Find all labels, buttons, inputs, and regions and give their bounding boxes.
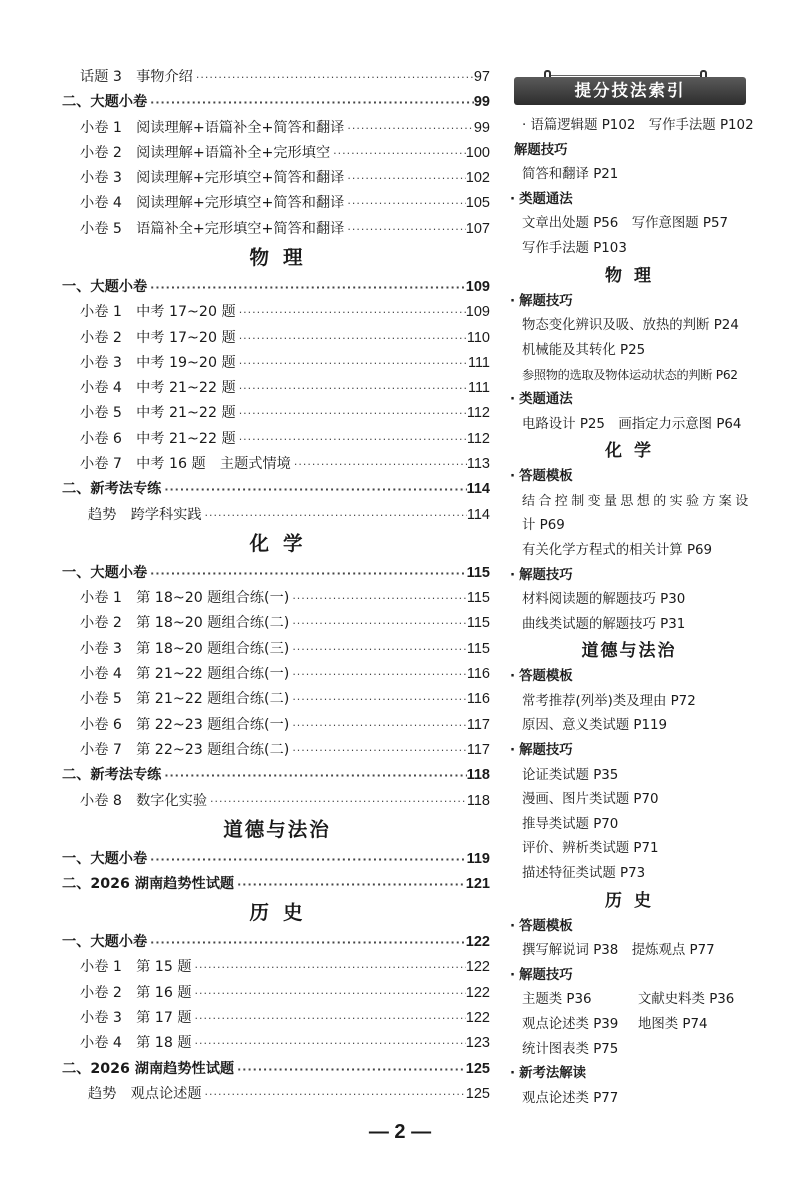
dot-leader	[289, 693, 467, 706]
index-category-label: 答题模板	[519, 469, 573, 485]
dot-leader	[344, 172, 465, 185]
index-item-text: 主题类 P36	[522, 992, 592, 1008]
bullet-icon: ·	[510, 669, 516, 685]
toc-entry	[62, 167, 490, 192]
toc-entry-page: 107	[465, 220, 490, 237]
index-item: 机械能及其转化 P25	[522, 342, 646, 358]
toc-entry	[62, 638, 490, 663]
toc-entry-label: 小卷 2 阅读理解+语篇补全+完形填空	[80, 144, 331, 161]
toc-entry-page: 99	[473, 119, 490, 136]
toc-entry-label: 小卷 4 阅读理解+完形填空+简答和翻译	[80, 195, 345, 212]
dot-leader	[147, 936, 466, 949]
bullet-icon: ·	[510, 391, 516, 407]
index-item: 撰写解说词 P38 提炼观点 P77	[522, 943, 715, 959]
toc-entry	[62, 1007, 490, 1032]
toc-entry	[62, 402, 490, 427]
toc-entry	[62, 612, 490, 637]
toc-entry	[62, 790, 490, 815]
dot-leader	[147, 853, 466, 866]
toc-entry	[62, 663, 490, 688]
toc-entry-page: 114	[466, 506, 490, 523]
index-subject-heading: 历史	[605, 890, 663, 911]
dot-leader	[289, 643, 467, 656]
toc-entry-label: 小卷 4 第 18 题	[80, 1035, 192, 1052]
toc-entry	[62, 982, 490, 1007]
index-item: · 语篇逻辑题 P102 写作手法题 P102	[522, 118, 754, 133]
index-item-text: 地图类 P74	[638, 1017, 708, 1032]
toc-entry-label: 二、2026 湖南趋势性试题	[62, 875, 235, 892]
toc-entry-label: 小卷 3 第 18~20 题组合练(三)	[80, 640, 290, 657]
dot-leader	[289, 617, 467, 630]
toc-entry-page: 118	[466, 767, 490, 784]
dot-leader	[192, 1012, 466, 1025]
index-item	[510, 988, 746, 1013]
toc-entry-page: 117	[466, 716, 490, 733]
dot-leader	[192, 1037, 466, 1050]
index-category	[510, 139, 746, 164]
dot-leader	[344, 122, 474, 135]
dot-leader	[289, 744, 467, 757]
toc-entry-page: 117	[466, 741, 490, 758]
toc-entry	[62, 301, 490, 326]
toc-entry-page: 116	[466, 666, 490, 683]
toc-entry-page: 115	[466, 615, 490, 632]
toc-entry-label: 一、大题小卷	[62, 278, 148, 295]
toc-entry	[62, 1083, 490, 1108]
toc-entry-page: 113	[466, 456, 490, 473]
dot-leader	[236, 357, 468, 370]
index-category	[510, 739, 746, 764]
index-item: 观点论述类 P77	[522, 1090, 619, 1106]
toc-entry	[62, 956, 490, 981]
index-subject-heading: 化学	[605, 441, 663, 462]
dot-leader	[161, 769, 466, 782]
toc-entry-page: 122	[465, 959, 490, 976]
index-category	[510, 465, 746, 490]
toc-entry-page: 109	[465, 304, 490, 321]
toc-entry-label: 小卷 3 阅读理解+完形填空+简答和翻译	[80, 170, 345, 187]
bullet-icon: ·	[510, 967, 516, 983]
index-item: 材料阅读题的解题技巧 P30	[522, 592, 686, 608]
toc-entry	[62, 192, 490, 217]
index-item: 简答和翻译 P21	[522, 167, 619, 183]
toc-entry-label: 小卷 3 中考 19~20 题	[80, 354, 236, 371]
toc-entry	[62, 276, 490, 301]
toc-entry-page: 115	[466, 590, 490, 607]
dot-leader	[193, 71, 474, 84]
toc-entry	[62, 352, 490, 377]
index-item: 论证类试题 P35	[522, 767, 619, 783]
toc-entry	[62, 428, 490, 453]
toc-entry-page: 116	[466, 691, 490, 708]
index-item: 评价、辨析类试题 P71	[522, 841, 659, 857]
toc-entry-page: 115	[466, 564, 490, 581]
page-number: — 2 —	[368, 1121, 432, 1143]
index-category-label: 答题模板	[519, 918, 573, 934]
subject-heading: 道德与法治	[223, 817, 331, 841]
dot-leader	[291, 458, 467, 471]
index-item: 参照物的选取及物体运动状态的判断 P62	[522, 368, 738, 383]
toc-entry-label: 小卷 4 第 21~22 题组合练(一)	[80, 666, 290, 683]
toc-entry	[62, 327, 490, 352]
dot-leader	[236, 407, 467, 420]
index-banner	[510, 66, 746, 110]
index-category	[510, 1062, 746, 1087]
dot-leader	[147, 281, 466, 294]
dot-leader	[344, 197, 465, 210]
toc-entry-page: 122	[465, 934, 490, 951]
bullet-icon: ·	[510, 293, 516, 309]
dot-leader	[289, 668, 467, 681]
index-item: 曲线类试题的解题技巧 P31	[522, 616, 686, 632]
index-category	[510, 564, 746, 589]
toc-entry-page: 97	[473, 69, 490, 85]
toc-entry-page: 102	[465, 170, 490, 187]
index-subject-heading: 物理	[605, 265, 663, 286]
bullet-icon: ·	[510, 469, 516, 485]
toc-entry-label: 小卷 2 第 16 题	[80, 984, 192, 1001]
toc-entry-label: 小卷 4 中考 21~22 题	[80, 380, 236, 397]
toc-entry	[62, 66, 490, 91]
toc-entry	[62, 117, 490, 142]
toc-entry-page: 119	[466, 850, 490, 867]
index-item: 原因、意义类试题 P119	[522, 718, 668, 734]
subject-heading: 化学	[249, 531, 317, 555]
toc-entry-label: 小卷 2 中考 17~20 题	[80, 329, 236, 346]
index-category	[510, 964, 746, 989]
toc-entry	[62, 91, 490, 116]
index-category-label: 解题技巧	[519, 293, 573, 309]
dot-leader	[147, 567, 466, 580]
dot-leader	[236, 433, 467, 446]
toc-entry	[62, 218, 490, 243]
toc-entry	[62, 453, 490, 478]
index-category-label: 解题技巧	[514, 142, 568, 158]
index-category	[510, 290, 746, 315]
dot-leader	[236, 382, 468, 395]
toc-entry	[62, 739, 490, 764]
toc-entry	[62, 504, 490, 529]
toc-entry	[62, 1058, 490, 1083]
dot-leader	[192, 987, 466, 1000]
dot-leader	[202, 1088, 466, 1101]
index-item-text: 观点论述类 P39	[522, 1017, 619, 1032]
toc-entry-label: 小卷 1 第 15 题	[80, 959, 192, 976]
index-category-label: 答题模板	[519, 669, 573, 685]
index-category-label: 类题通法	[519, 391, 573, 407]
index-item: 文章出处题 P56 写作意图题 P57	[522, 216, 729, 232]
dot-leader	[202, 509, 467, 522]
toc-entry-page: 112	[466, 405, 490, 422]
index-item: 物态变化辨识及吸、放热的判断 P24	[522, 318, 739, 334]
index-category-label: 解题技巧	[519, 743, 573, 759]
index-item: 漫画、图片类试题 P70	[522, 792, 659, 808]
dot-leader	[192, 961, 466, 974]
toc-entry-label: 小卷 6 第 22~23 题组合练(一)	[80, 716, 290, 733]
index-category-label: 解题技巧	[519, 567, 573, 583]
toc-entry-label: 小卷 1 中考 17~20 题	[80, 304, 236, 321]
dot-leader	[207, 795, 467, 808]
index-category-label: 新考法解读	[519, 1066, 587, 1082]
index-item-text: 文献史料类 P36	[638, 992, 735, 1008]
toc-entry-page: 125	[465, 1085, 490, 1102]
bullet-icon: ·	[510, 918, 516, 934]
subject-heading: 物理	[249, 246, 317, 270]
toc-entry-label: 小卷 7 第 22~23 题组合练(二)	[80, 741, 290, 758]
toc-entry-label: 小卷 1 第 18~20 题组合练(一)	[80, 590, 290, 607]
index-title: 提分技法索引	[514, 77, 746, 105]
index-category	[510, 388, 746, 413]
dot-leader	[234, 1063, 466, 1076]
toc-entry-page: 114	[466, 481, 490, 498]
toc-entry-page: 100	[465, 144, 490, 161]
index-item: 计 P69	[522, 518, 565, 534]
toc-entry-label: 二、新考法专练	[62, 481, 162, 498]
index-list	[510, 114, 754, 1111]
bullet-icon: ·	[510, 567, 516, 583]
index-category	[510, 665, 746, 690]
toc-entry	[62, 562, 490, 587]
toc-entry-page: 115	[466, 640, 490, 657]
toc-entry-page: 122	[465, 984, 490, 1001]
toc-entry-page: 122	[465, 1010, 490, 1027]
toc-entry-label: 趋势 观点论述题	[88, 1085, 202, 1102]
index-item: 电路设计 P25 画指定力示意图 P64	[522, 416, 742, 432]
index-item: 描述特征类试题 P73	[522, 866, 646, 882]
index-item: 推导类试题 P70	[522, 816, 619, 832]
toc-entry-label: 小卷 6 中考 21~22 题	[80, 430, 236, 447]
toc-entry-page: 125	[465, 1060, 490, 1077]
toc-entry	[62, 931, 490, 956]
toc-entry-page: 99	[473, 94, 490, 111]
toc-entry-page: 123	[465, 1035, 490, 1052]
dot-leader	[330, 147, 466, 160]
toc-entry-label: 一、大题小卷	[62, 934, 148, 951]
toc-entry	[62, 873, 490, 898]
dot-leader	[344, 223, 465, 236]
toc-entry	[62, 764, 490, 789]
index-subject-heading: 道德与法治	[581, 641, 677, 662]
toc-entry-label: 小卷 5 中考 21~22 题	[80, 405, 236, 422]
toc-entry-label: 一、大题小卷	[62, 850, 148, 867]
technique-index	[510, 66, 754, 1111]
index-item: 常考推荐(列举)类及理由 P72	[522, 693, 696, 709]
toc-entry-label: 话题 3 事物介绍	[80, 69, 193, 85]
toc-entry-label: 小卷 7 中考 16 题 主题式情境	[80, 456, 291, 473]
dot-leader	[289, 719, 467, 732]
toc-entry	[62, 478, 490, 503]
toc-entry-page: 112	[466, 430, 490, 447]
toc-entry-page: 105	[465, 195, 490, 212]
dot-leader	[236, 332, 467, 345]
toc-entry	[62, 714, 490, 739]
toc-entry-page: 111	[467, 380, 490, 397]
bullet-icon: ·	[510, 743, 516, 759]
index-item: 写作手法题 P103	[522, 240, 627, 256]
toc-entry-page: 118	[466, 792, 490, 809]
index-category-label: 类题通法	[519, 191, 573, 207]
dot-leader	[234, 878, 466, 891]
toc-entry-label: 小卷 5 语篇补全+完形填空+简答和翻译	[80, 220, 345, 237]
index-category	[510, 915, 746, 940]
dot-leader	[147, 96, 474, 109]
subject-heading: 历史	[249, 901, 317, 925]
toc-entry	[62, 587, 490, 612]
index-item: 有关化学方程式的相关计算 P69	[522, 542, 713, 558]
toc-entry-label: 一、大题小卷	[62, 564, 148, 581]
toc-entry-page: 121	[465, 875, 490, 892]
toc-entry	[62, 377, 490, 402]
toc-entry-label: 小卷 1 阅读理解+语篇补全+简答和翻译	[80, 119, 345, 136]
toc-entry-label: 小卷 2 第 18~20 题组合练(二)	[80, 615, 290, 632]
dot-leader	[236, 306, 466, 319]
toc-entry-page: 110	[466, 329, 490, 346]
toc-entry-page: 111	[467, 354, 490, 371]
toc-entry-label: 趋势 跨学科实践	[88, 506, 202, 523]
toc-entry	[62, 142, 490, 167]
toc-entry-label: 二、2026 湖南趋势性试题	[62, 1060, 235, 1077]
toc-entry	[62, 688, 490, 713]
bullet-icon: ·	[510, 1066, 516, 1082]
dot-leader	[289, 592, 467, 605]
toc-entry	[62, 848, 490, 873]
toc-entry-label: 小卷 5 第 21~22 题组合练(二)	[80, 691, 290, 708]
toc-entry-label: 小卷 8 数字化实验	[80, 792, 208, 809]
toc-entry-page: 109	[465, 278, 490, 295]
index-category-label: 解题技巧	[519, 967, 573, 983]
index-item	[510, 1013, 746, 1038]
index-category	[510, 188, 746, 213]
index-item: 统计图表类 P75	[522, 1041, 619, 1057]
toc-entry-label: 小卷 3 第 17 题	[80, 1010, 192, 1027]
table-of-contents	[62, 66, 490, 1108]
toc-entry-label: 二、大题小卷	[62, 94, 148, 111]
index-item: 结合控制变量思想的实验方案设	[522, 493, 752, 509]
toc-entry-label: 二、新考法专练	[62, 767, 162, 784]
bullet-icon: ·	[510, 191, 516, 207]
dot-leader	[161, 483, 466, 496]
toc-entry	[62, 1032, 490, 1057]
